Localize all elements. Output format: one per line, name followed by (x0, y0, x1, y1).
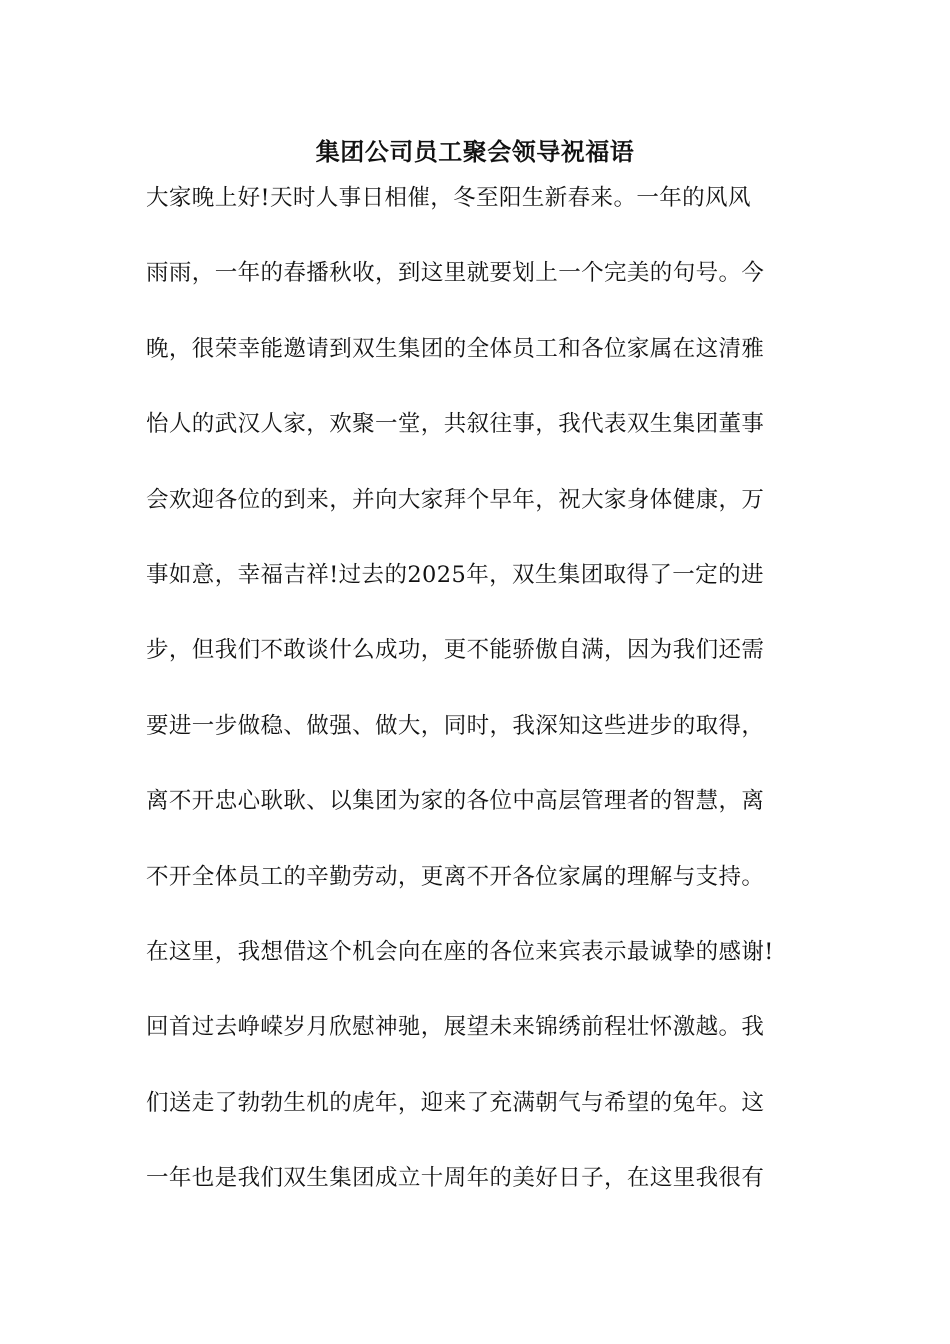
body-line: 们送走了勃勃生机的虎年，迎来了充满朝气与希望的兔年。这 (146, 1089, 765, 1116)
body-line: 要进一步做稳、做强、做大，同时，我深知这些进步的取得， (146, 712, 765, 739)
body-line: 怡人的武汉人家，欢聚一堂，共叙往事，我代表双生集团董事 (146, 411, 765, 438)
body-line: 回首过去峥嵘岁月欣慰神驰，展望未来锦绣前程壮怀激越。我 (146, 1014, 765, 1041)
body-line: 在这里，我想借这个机会向在座的各位来宾表示最诚挚的感谢! (146, 938, 774, 965)
body-line: 会欢迎各位的到来，并向大家拜个早年，祝大家身体健康，万 (146, 486, 765, 513)
body-line: 离不开忠心耿耿、以集团为家的各位中高层管理者的智慧，离 (146, 788, 765, 815)
body-line: 一年也是我们双生集团成立十周年的美好日子，在这里我很有 (146, 1165, 765, 1192)
body-line: 大家晚上好!天时人事日相催，冬至阳生新春来。一年的风风 (146, 185, 751, 211)
body-line: 晚，很荣幸能邀请到双生集团的全体员工和各位家属在这清雅 (146, 335, 765, 362)
document-title: 集团公司员工聚会领导祝福语 (315, 137, 635, 166)
body-line: 步，但我们不敢谈什么成功，更不能骄傲自满，因为我们还需 (146, 637, 765, 664)
body-line: 事如意，幸福吉祥!过去的2025年，双生集团取得了一定的进 (146, 561, 764, 588)
body-line: 雨雨，一年的春播秋收，到这里就要划上一个完美的句号。今 (146, 260, 765, 287)
body-line: 不开全体员工的辛勤劳动，更离不开各位家属的理解与支持。 (146, 863, 765, 890)
document-body (146, 178, 806, 1233)
